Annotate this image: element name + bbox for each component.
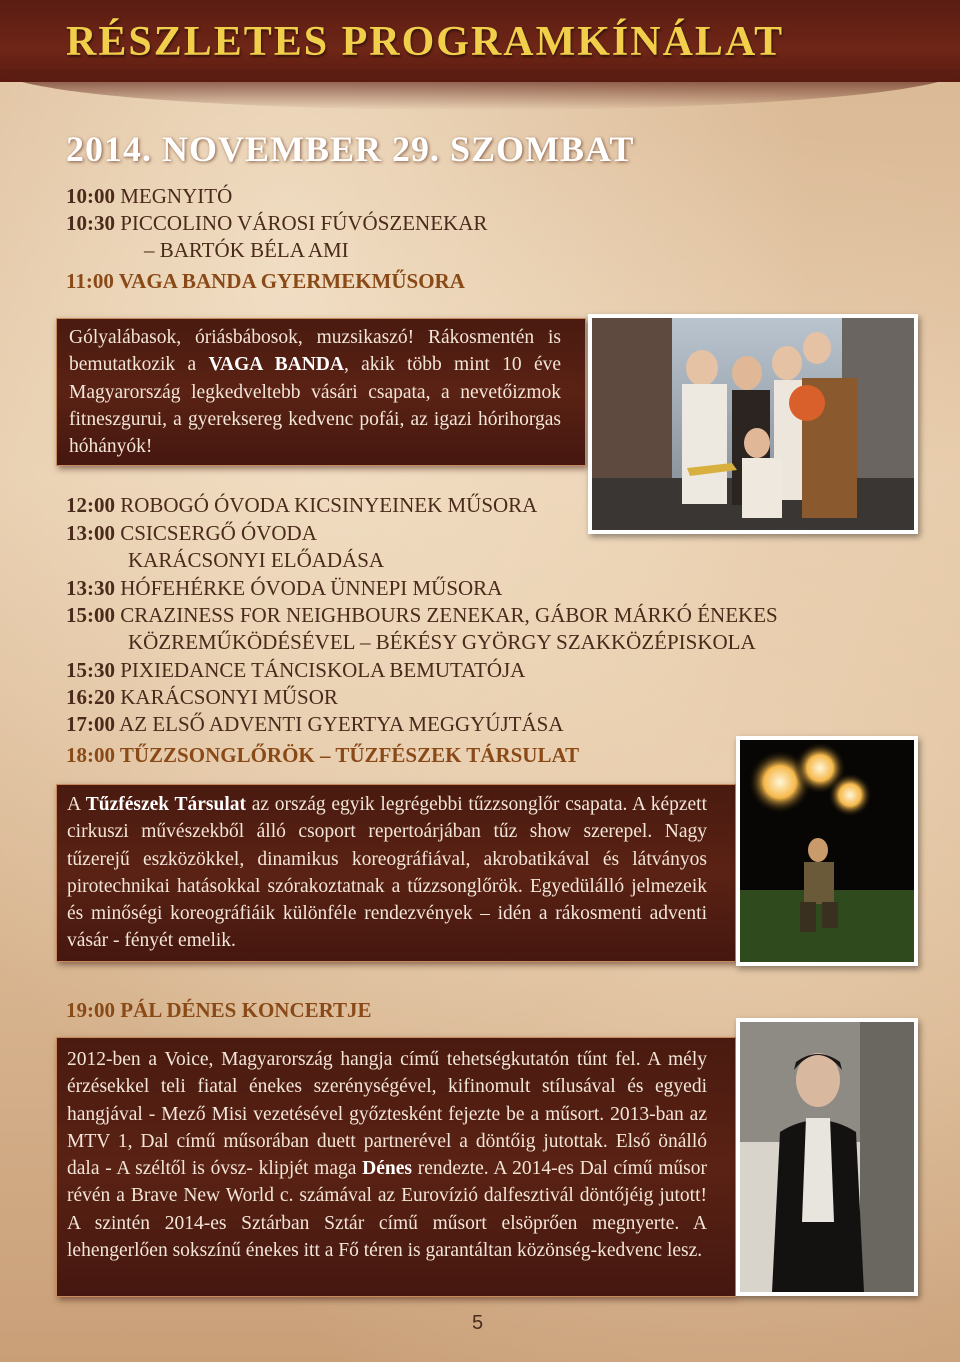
- schedule-label: ROBOGÓ ÓVODA KICSINYEINEK MŰSORA: [120, 493, 538, 517]
- schedule-label-continued: KARÁCSONYI ELŐADÁSA: [128, 548, 385, 572]
- vaga-banda-photo-illustration: [592, 318, 914, 530]
- schedule-label: AZ ELSŐ ADVENTI GYERTYA MEGGYÚJTÁSA: [119, 712, 564, 736]
- schedule-item: [66, 575, 502, 602]
- schedule-time: 17:00: [66, 712, 115, 736]
- vaga-text-lead: Gólyalábasok, óriásbábosok, muzsikaszó! Rákosmentén is bemutatkozik a: [69, 327, 561, 376]
- schedule-label: KARÁCSONYI MŰSOR: [120, 685, 338, 709]
- schedule-time: 15:30: [66, 658, 115, 682]
- schedule-label-continued: – BARTÓK BÉLA AMI: [144, 238, 349, 262]
- schedule-label: PÁL DÉNES KONCERTJE: [120, 998, 372, 1022]
- schedule-time: 13:30: [66, 576, 115, 600]
- schedule-label: CRAZINESS FOR NEIGHBOURS ZENEKAR, GÁBOR MÁRKÓ ÉNEKES: [120, 603, 778, 627]
- schedule-item: [66, 711, 564, 738]
- fire-juggler-photo: [736, 736, 918, 966]
- tuzfeszek-description-panel: [56, 784, 736, 962]
- tuzfeszek-text-rest: az ország egyik legrégebbi tűzzsonglőr csapata. A képzett cirkuszi művészekből álló csoport repertoárjában tűz show szerepel. Nagy tűzerejű eszközökkel, dinamikus koreográfiával, akrobatikával és látványos pirotechnikai hatásokkal szórakoztatnak a tűzzsonglőrök. Egyedülálló jelmezeik és minőségi koreográfiáik különféle rendezvények – idén a rákosmenti adventi vásár - fényét emelik.: [67, 794, 708, 952]
- vaga-banda-photo: [588, 314, 918, 534]
- schedule-time: 12:00: [66, 493, 115, 517]
- fire-juggler-photo-illustration: [740, 740, 914, 962]
- pal-text-rest: rendezte. A 2014-es Dal című műsor révén a Brave New World c. számával az Eurovízió dalfesztivál döntőjéig jutott! A szintén 2014-es Sztárban Sztár című műsort elsöprően megnyerte. A lehengerlően sokszínű énekes itt a Fő téren is garantáltan közönség-kedvenc lesz.: [67, 1158, 707, 1262]
- schedule-item: [66, 492, 537, 519]
- schedule-time: 10:30: [66, 211, 115, 235]
- schedule-label: PICCOLINO VÁROSI FÚVÓSZENEKAR: [120, 211, 488, 235]
- schedule-label: TŰZZSONGLŐRÖK – TŰZFÉSZEK TÁRSULAT: [119, 743, 580, 767]
- schedule-item: [66, 210, 487, 264]
- vaga-text-rest: , akik több mint 10 éve Magyarország legkedveltebb vásári csapata, a nevetőizmok fitneszgurui, a gyereksereg kedvenc pofái, az igazi hórihorgas hóhányók!: [69, 354, 562, 458]
- pal-denes-description-panel: [56, 1037, 736, 1297]
- schedule-time: 18:00: [66, 743, 115, 767]
- schedule-label: MEGNYITÓ: [120, 184, 233, 208]
- schedule-time: 11:00: [66, 269, 114, 293]
- schedule-label: HÓFEHÉRKE ÓVODA ÜNNEPI MŰSORA: [120, 576, 503, 600]
- schedule-item: [66, 602, 778, 656]
- vaga-description-panel: [56, 318, 586, 466]
- pal-denes-photo: [736, 1018, 918, 1296]
- schedule-item: [66, 183, 232, 210]
- pal-denes-photo-illustration: [740, 1022, 914, 1292]
- vaga-name: VAGA BANDA: [208, 354, 344, 376]
- schedule-label-continued: KÖZREMŰKÖDÉSÉVEL – BÉKÉSY GYÖRGY SZAKKÖZÉPISKOLA: [128, 630, 756, 654]
- schedule-item: [66, 268, 465, 295]
- schedule-time: 19:00: [66, 998, 115, 1022]
- schedule-time: 13:00: [66, 521, 115, 545]
- schedule-item: [66, 997, 372, 1024]
- pal-name: Dénes: [362, 1158, 412, 1180]
- schedule-time: 16:20: [66, 685, 115, 709]
- page-title: RÉSZLETES PROGRAMKÍNÁLAT: [66, 19, 785, 65]
- schedule-item: [66, 520, 384, 574]
- schedule-label: CSICSERGŐ ÓVODA: [120, 521, 317, 545]
- schedule-item: [66, 657, 525, 684]
- schedule-label: PIXIEDANCE TÁNCISKOLA BEMUTATÓJA: [120, 658, 526, 682]
- schedule-time: 10:00: [66, 184, 115, 208]
- page-number: 5: [472, 1312, 484, 1334]
- pal-text-lead: 2012-ben a Voice, Magyarország hangja című tehetségkutatón tűnt fel. A mély érzésekkel teli fiatal énekes szerénységével, kifinomult stílusával és egyedi hangjával - Mező Misi vezetésével győztesként fejezte be a műsort. 2013-ban az MTV 1, Dal című műsorában duett partnerével a döntőig jutottak. Első önálló dala - A széltől is óvsz- klipjét maga: [67, 1049, 707, 1180]
- day-title: 2014. NOVEMBER 29. SZOMBAT: [66, 129, 635, 169]
- schedule-time: 15:00: [66, 603, 115, 627]
- schedule-label: VAGA BANDA GYERMEKMŰSORA: [118, 269, 465, 293]
- schedule-item: [66, 684, 338, 711]
- schedule-item: [66, 742, 579, 769]
- tuzfeszek-name: Tűzfészek Társulat: [85, 794, 247, 815]
- tuzfeszek-text-lead: A: [67, 794, 86, 815]
